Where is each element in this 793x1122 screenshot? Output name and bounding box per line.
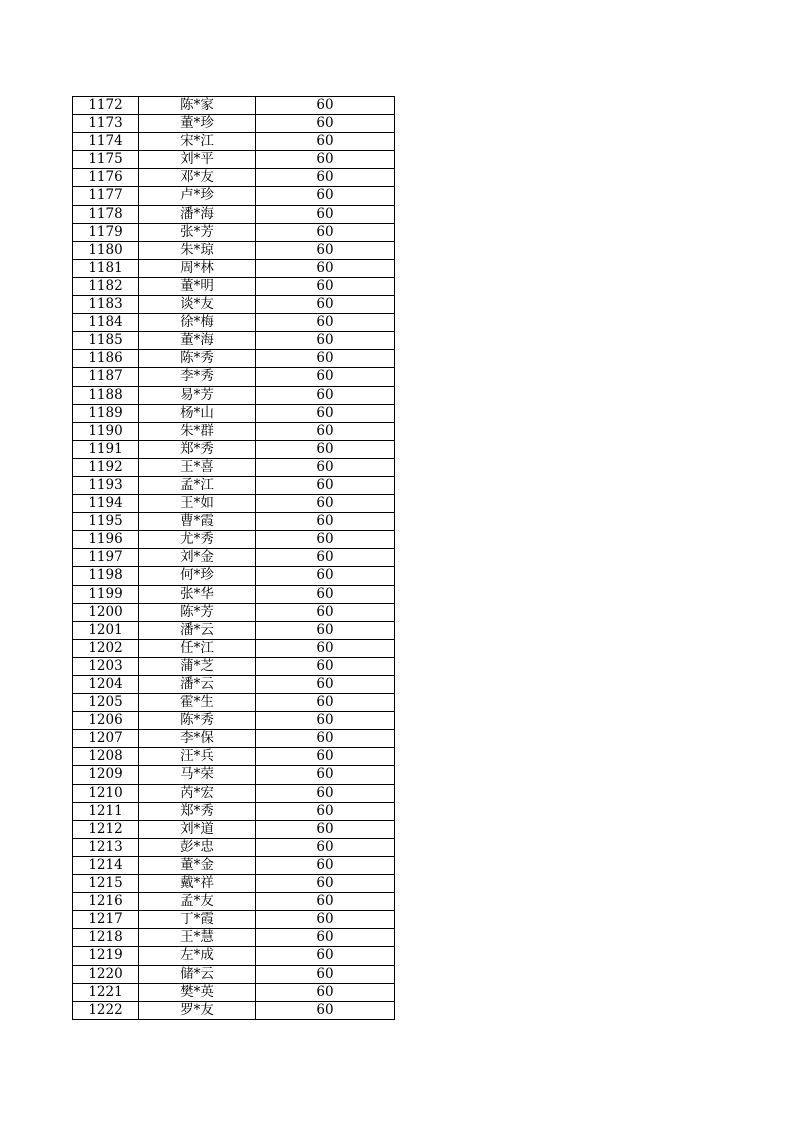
row-amount-cell: 60 — [256, 784, 395, 802]
row-id-cell: 1185 — [73, 332, 139, 350]
row-amount-cell: 60 — [256, 296, 395, 314]
row-name-cell: 董*金 — [139, 856, 256, 874]
row-name-cell: 朱*琼 — [139, 241, 256, 259]
row-amount-cell: 60 — [256, 1001, 395, 1019]
table-row — [73, 820, 395, 838]
row-amount-cell: 60 — [256, 657, 395, 675]
table-row — [73, 567, 395, 585]
row-id-cell: 1186 — [73, 350, 139, 368]
row-amount-cell: 60 — [256, 259, 395, 277]
row-name-cell: 曹*霞 — [139, 513, 256, 531]
row-amount-cell: 60 — [256, 332, 395, 350]
row-name-cell: 朱*群 — [139, 422, 256, 440]
row-name-cell: 蒲*芝 — [139, 657, 256, 675]
row-name-cell: 陈*秀 — [139, 712, 256, 730]
row-name-cell: 王*如 — [139, 495, 256, 513]
row-id-cell: 1212 — [73, 820, 139, 838]
row-id-cell: 1176 — [73, 169, 139, 187]
row-amount-cell: 60 — [256, 802, 395, 820]
row-amount-cell: 60 — [256, 983, 395, 1001]
table-row — [73, 404, 395, 422]
row-name-cell: 杨*山 — [139, 404, 256, 422]
data-table — [72, 96, 395, 1020]
row-amount-cell: 60 — [256, 676, 395, 694]
row-amount-cell: 60 — [256, 277, 395, 295]
table-row — [73, 639, 395, 657]
row-amount-cell: 60 — [256, 422, 395, 440]
row-name-cell: 孟*江 — [139, 476, 256, 494]
row-amount-cell: 60 — [256, 766, 395, 784]
table-row — [73, 458, 395, 476]
row-amount-cell: 60 — [256, 694, 395, 712]
row-amount-cell: 60 — [256, 965, 395, 983]
table-row — [73, 585, 395, 603]
row-id-cell: 1208 — [73, 748, 139, 766]
row-amount-cell: 60 — [256, 748, 395, 766]
row-name-cell: 丁*霞 — [139, 911, 256, 929]
row-name-cell: 尤*秀 — [139, 531, 256, 549]
table-row — [73, 169, 395, 187]
row-amount-cell: 60 — [256, 621, 395, 639]
row-id-cell: 1175 — [73, 151, 139, 169]
table-row — [73, 621, 395, 639]
row-id-cell: 1190 — [73, 422, 139, 440]
row-amount-cell: 60 — [256, 223, 395, 241]
row-id-cell: 1217 — [73, 911, 139, 929]
row-name-cell: 张*芳 — [139, 223, 256, 241]
row-amount-cell: 60 — [256, 929, 395, 947]
row-id-cell: 1189 — [73, 404, 139, 422]
row-id-cell: 1184 — [73, 314, 139, 332]
row-amount-cell: 60 — [256, 241, 395, 259]
row-name-cell: 刘*金 — [139, 549, 256, 567]
table-row — [73, 350, 395, 368]
row-id-cell: 1178 — [73, 205, 139, 223]
table-row — [73, 929, 395, 947]
row-name-cell: 汪*兵 — [139, 748, 256, 766]
row-name-cell: 戴*祥 — [139, 875, 256, 893]
row-name-cell: 任*江 — [139, 639, 256, 657]
row-name-cell: 陈*家 — [139, 97, 256, 115]
row-name-cell: 谈*友 — [139, 296, 256, 314]
row-amount-cell: 60 — [256, 458, 395, 476]
table-row — [73, 259, 395, 277]
table-row — [73, 657, 395, 675]
table-row — [73, 187, 395, 205]
row-id-cell: 1200 — [73, 603, 139, 621]
row-amount-cell: 60 — [256, 314, 395, 332]
table-row — [73, 965, 395, 983]
row-id-cell: 1192 — [73, 458, 139, 476]
table-row — [73, 422, 395, 440]
row-amount-cell: 60 — [256, 368, 395, 386]
row-amount-cell: 60 — [256, 911, 395, 929]
row-name-cell: 郑*秀 — [139, 802, 256, 820]
row-amount-cell: 60 — [256, 386, 395, 404]
table-row — [73, 784, 395, 802]
row-name-cell: 周*林 — [139, 259, 256, 277]
table-row — [73, 603, 395, 621]
row-amount-cell: 60 — [256, 350, 395, 368]
row-amount-cell: 60 — [256, 567, 395, 585]
row-amount-cell: 60 — [256, 187, 395, 205]
table-row — [73, 495, 395, 513]
row-id-cell: 1181 — [73, 259, 139, 277]
row-name-cell: 郑*秀 — [139, 440, 256, 458]
table-row — [73, 205, 395, 223]
row-id-cell: 1209 — [73, 766, 139, 784]
row-amount-cell: 60 — [256, 531, 395, 549]
row-id-cell: 1205 — [73, 694, 139, 712]
row-amount-cell: 60 — [256, 476, 395, 494]
row-name-cell: 彭*忠 — [139, 838, 256, 856]
row-name-cell: 王*慧 — [139, 929, 256, 947]
row-id-cell: 1197 — [73, 549, 139, 567]
row-name-cell: 霍*生 — [139, 694, 256, 712]
row-name-cell: 徐*梅 — [139, 314, 256, 332]
row-id-cell: 1206 — [73, 712, 139, 730]
row-amount-cell: 60 — [256, 440, 395, 458]
row-id-cell: 1180 — [73, 241, 139, 259]
table-row — [73, 712, 395, 730]
table-row — [73, 151, 395, 169]
table-row — [73, 314, 395, 332]
row-id-cell: 1195 — [73, 513, 139, 531]
row-amount-cell: 60 — [256, 856, 395, 874]
row-amount-cell: 60 — [256, 730, 395, 748]
row-id-cell: 1214 — [73, 856, 139, 874]
row-amount-cell: 60 — [256, 169, 395, 187]
row-id-cell: 1174 — [73, 133, 139, 151]
row-name-cell: 何*珍 — [139, 567, 256, 585]
row-id-cell: 1211 — [73, 802, 139, 820]
row-id-cell: 1203 — [73, 657, 139, 675]
row-name-cell: 樊*英 — [139, 983, 256, 1001]
row-name-cell: 孟*友 — [139, 893, 256, 911]
row-id-cell: 1210 — [73, 784, 139, 802]
row-name-cell: 马*荣 — [139, 766, 256, 784]
table-row — [73, 386, 395, 404]
row-amount-cell: 60 — [256, 585, 395, 603]
row-amount-cell: 60 — [256, 639, 395, 657]
row-id-cell: 1188 — [73, 386, 139, 404]
row-id-cell: 1219 — [73, 947, 139, 965]
table-row — [73, 838, 395, 856]
table-row — [73, 241, 395, 259]
row-name-cell: 张*华 — [139, 585, 256, 603]
row-amount-cell: 60 — [256, 513, 395, 531]
row-amount-cell: 60 — [256, 603, 395, 621]
table-row — [73, 730, 395, 748]
row-amount-cell: 60 — [256, 947, 395, 965]
row-amount-cell: 60 — [256, 893, 395, 911]
row-name-cell: 李*保 — [139, 730, 256, 748]
table-row — [73, 748, 395, 766]
row-id-cell: 1213 — [73, 838, 139, 856]
table-row — [73, 549, 395, 567]
table-row — [73, 856, 395, 874]
row-id-cell: 1193 — [73, 476, 139, 494]
row-id-cell: 1215 — [73, 875, 139, 893]
table-row — [73, 97, 395, 115]
row-amount-cell: 60 — [256, 151, 395, 169]
row-id-cell: 1187 — [73, 368, 139, 386]
row-name-cell: 陈*秀 — [139, 350, 256, 368]
row-name-cell: 左*成 — [139, 947, 256, 965]
table-row — [73, 296, 395, 314]
row-amount-cell: 60 — [256, 875, 395, 893]
row-name-cell: 潘*云 — [139, 676, 256, 694]
table-row — [73, 368, 395, 386]
row-id-cell: 1221 — [73, 983, 139, 1001]
row-id-cell: 1191 — [73, 440, 139, 458]
row-amount-cell: 60 — [256, 820, 395, 838]
row-name-cell: 卢*珍 — [139, 187, 256, 205]
row-amount-cell: 60 — [256, 712, 395, 730]
row-id-cell: 1179 — [73, 223, 139, 241]
row-id-cell: 1182 — [73, 277, 139, 295]
row-amount-cell: 60 — [256, 205, 395, 223]
row-name-cell: 董*珍 — [139, 115, 256, 133]
table-row — [73, 875, 395, 893]
table-row — [73, 983, 395, 1001]
table-row — [73, 802, 395, 820]
row-name-cell: 董*明 — [139, 277, 256, 295]
row-name-cell: 刘*平 — [139, 151, 256, 169]
table-row — [73, 440, 395, 458]
row-id-cell: 1183 — [73, 296, 139, 314]
row-name-cell: 储*云 — [139, 965, 256, 983]
row-name-cell: 陈*芳 — [139, 603, 256, 621]
row-amount-cell: 60 — [256, 495, 395, 513]
row-amount-cell: 60 — [256, 404, 395, 422]
table-row — [73, 115, 395, 133]
row-id-cell: 1201 — [73, 621, 139, 639]
table-row — [73, 531, 395, 549]
table-row — [73, 277, 395, 295]
table-row — [73, 893, 395, 911]
row-id-cell: 1194 — [73, 495, 139, 513]
row-id-cell: 1204 — [73, 676, 139, 694]
row-name-cell: 刘*道 — [139, 820, 256, 838]
table-row — [73, 332, 395, 350]
table-body — [73, 97, 395, 1020]
row-id-cell: 1177 — [73, 187, 139, 205]
row-id-cell: 1172 — [73, 97, 139, 115]
row-amount-cell: 60 — [256, 133, 395, 151]
row-amount-cell: 60 — [256, 838, 395, 856]
table-row — [73, 223, 395, 241]
table-row — [73, 911, 395, 929]
row-name-cell: 潘*海 — [139, 205, 256, 223]
row-id-cell: 1173 — [73, 115, 139, 133]
row-amount-cell: 60 — [256, 115, 395, 133]
row-name-cell: 李*秀 — [139, 368, 256, 386]
row-id-cell: 1216 — [73, 893, 139, 911]
table-row — [73, 476, 395, 494]
row-id-cell: 1218 — [73, 929, 139, 947]
row-id-cell: 1220 — [73, 965, 139, 983]
row-id-cell: 1207 — [73, 730, 139, 748]
row-name-cell: 易*芳 — [139, 386, 256, 404]
table-row — [73, 1001, 395, 1019]
row-id-cell: 1202 — [73, 639, 139, 657]
row-name-cell: 邓*友 — [139, 169, 256, 187]
row-name-cell: 董*海 — [139, 332, 256, 350]
row-id-cell: 1222 — [73, 1001, 139, 1019]
row-name-cell: 罗*友 — [139, 1001, 256, 1019]
row-amount-cell: 60 — [256, 549, 395, 567]
row-id-cell: 1199 — [73, 585, 139, 603]
table-row — [73, 676, 395, 694]
row-name-cell: 王*喜 — [139, 458, 256, 476]
table-row — [73, 513, 395, 531]
table-row — [73, 694, 395, 712]
row-id-cell: 1196 — [73, 531, 139, 549]
row-name-cell: 宋*江 — [139, 133, 256, 151]
table-row — [73, 947, 395, 965]
table-row — [73, 133, 395, 151]
table-row — [73, 766, 395, 784]
row-amount-cell: 60 — [256, 97, 395, 115]
row-name-cell: 潘*云 — [139, 621, 256, 639]
row-id-cell: 1198 — [73, 567, 139, 585]
row-name-cell: 芮*宏 — [139, 784, 256, 802]
